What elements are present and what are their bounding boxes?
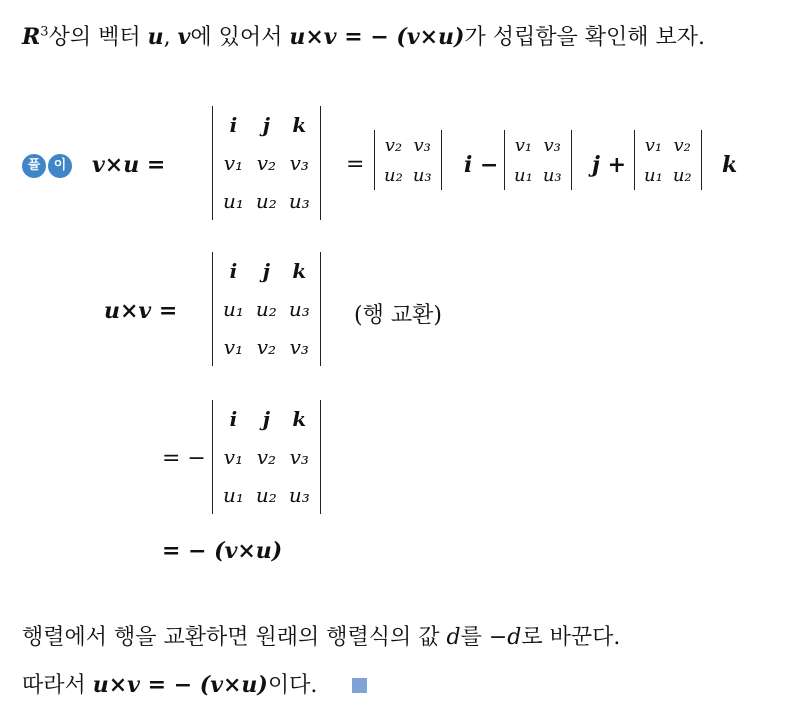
cell: j (262, 259, 270, 283)
concl2-text-a: 따라서 (22, 673, 93, 698)
eq2-lhs: u×v = (104, 298, 178, 324)
cell: v₂ (256, 445, 277, 469)
eq1-i-term: i − (464, 152, 499, 178)
cell: u₃ (288, 483, 310, 507)
eq1-minor-b (504, 130, 572, 190)
cell: j (262, 407, 270, 431)
eq1-minor-a (374, 130, 442, 190)
cell: v₁ (514, 134, 533, 156)
cell: v₁ (223, 151, 244, 175)
cell: k (292, 113, 307, 137)
row-swap-note: (행 교환) (354, 303, 442, 328)
eq1-minor-c (634, 130, 702, 190)
cell: u₁ (223, 483, 244, 507)
cell: v₂ (256, 335, 277, 359)
cell: u₂ (384, 164, 403, 186)
cell: u₁ (514, 164, 533, 186)
cell: v₂ (256, 151, 277, 175)
cell: k (292, 259, 307, 283)
cell: u₁ (223, 297, 244, 321)
comma: , (163, 25, 178, 50)
cell: u₂ (255, 297, 277, 321)
conclusion-line1 (22, 620, 620, 651)
cell: v₂ (384, 134, 403, 156)
cell: v₁ (223, 445, 244, 469)
cell: u₁ (644, 164, 663, 186)
cell: v₁ (644, 134, 663, 156)
eq1-determinant (212, 106, 321, 220)
superscript: 3 (40, 24, 49, 40)
cell: u₂ (255, 483, 277, 507)
eq1-k-term: k (722, 152, 738, 178)
cell: v₃ (289, 445, 309, 469)
cell: k (292, 407, 307, 431)
eq3-lhs: = − (162, 446, 206, 471)
d-symbol-2: d (507, 625, 522, 650)
concl2-expr: u×v = − (v×u) (92, 672, 268, 698)
cell: i (229, 407, 238, 431)
intro-text2: 에 있어서 (190, 25, 290, 50)
intro-text1: 상의 벡터 (48, 25, 148, 50)
concl-text-c: 로 바꾼다. (521, 625, 621, 650)
conclusion-line2 (22, 668, 317, 699)
concl2-text-b: 이다. (267, 673, 318, 698)
eq1-lhs: v×u = (92, 152, 166, 178)
cell: u₂ (672, 164, 692, 186)
cell: v₃ (413, 134, 431, 156)
cell: j (262, 113, 270, 137)
cell: v₂ (673, 134, 691, 156)
cell: u₃ (288, 297, 310, 321)
concl-text-b: 를 − (460, 625, 508, 650)
eq1-j-term: j + (592, 152, 627, 178)
identity-expr: u×v = − (v×u) (289, 24, 465, 50)
d-symbol-1: d (446, 625, 461, 650)
cell: u₃ (288, 189, 310, 213)
eq4-result: = − (v×u) (162, 538, 283, 564)
cell: i (229, 113, 238, 137)
r-symbol: R (22, 24, 41, 50)
cell: u₂ (255, 189, 277, 213)
concl-text-a: 행렬에서 행을 교환하면 원래의 행렬식의 값 (22, 625, 447, 650)
cell: v₃ (543, 134, 561, 156)
cell: u₁ (223, 189, 244, 213)
cell: v₁ (223, 335, 244, 359)
solution-badge-1: 풀 (22, 154, 46, 178)
eq1-equals: = (346, 152, 365, 177)
eq3-determinant (212, 400, 321, 514)
cell: v₃ (289, 335, 309, 359)
intro-line (22, 20, 705, 51)
qed-square-icon (352, 678, 367, 693)
cell: u₃ (542, 164, 562, 186)
cell: u₃ (412, 164, 432, 186)
intro-text3: 가 성립함을 확인해 보자. (464, 25, 705, 50)
solution-badge-2: 이 (48, 154, 72, 178)
cell: v₃ (289, 151, 309, 175)
cell: i (229, 259, 238, 283)
eq2-determinant (212, 252, 321, 366)
v-symbol: v (177, 24, 191, 50)
u-symbol: u (147, 24, 164, 50)
